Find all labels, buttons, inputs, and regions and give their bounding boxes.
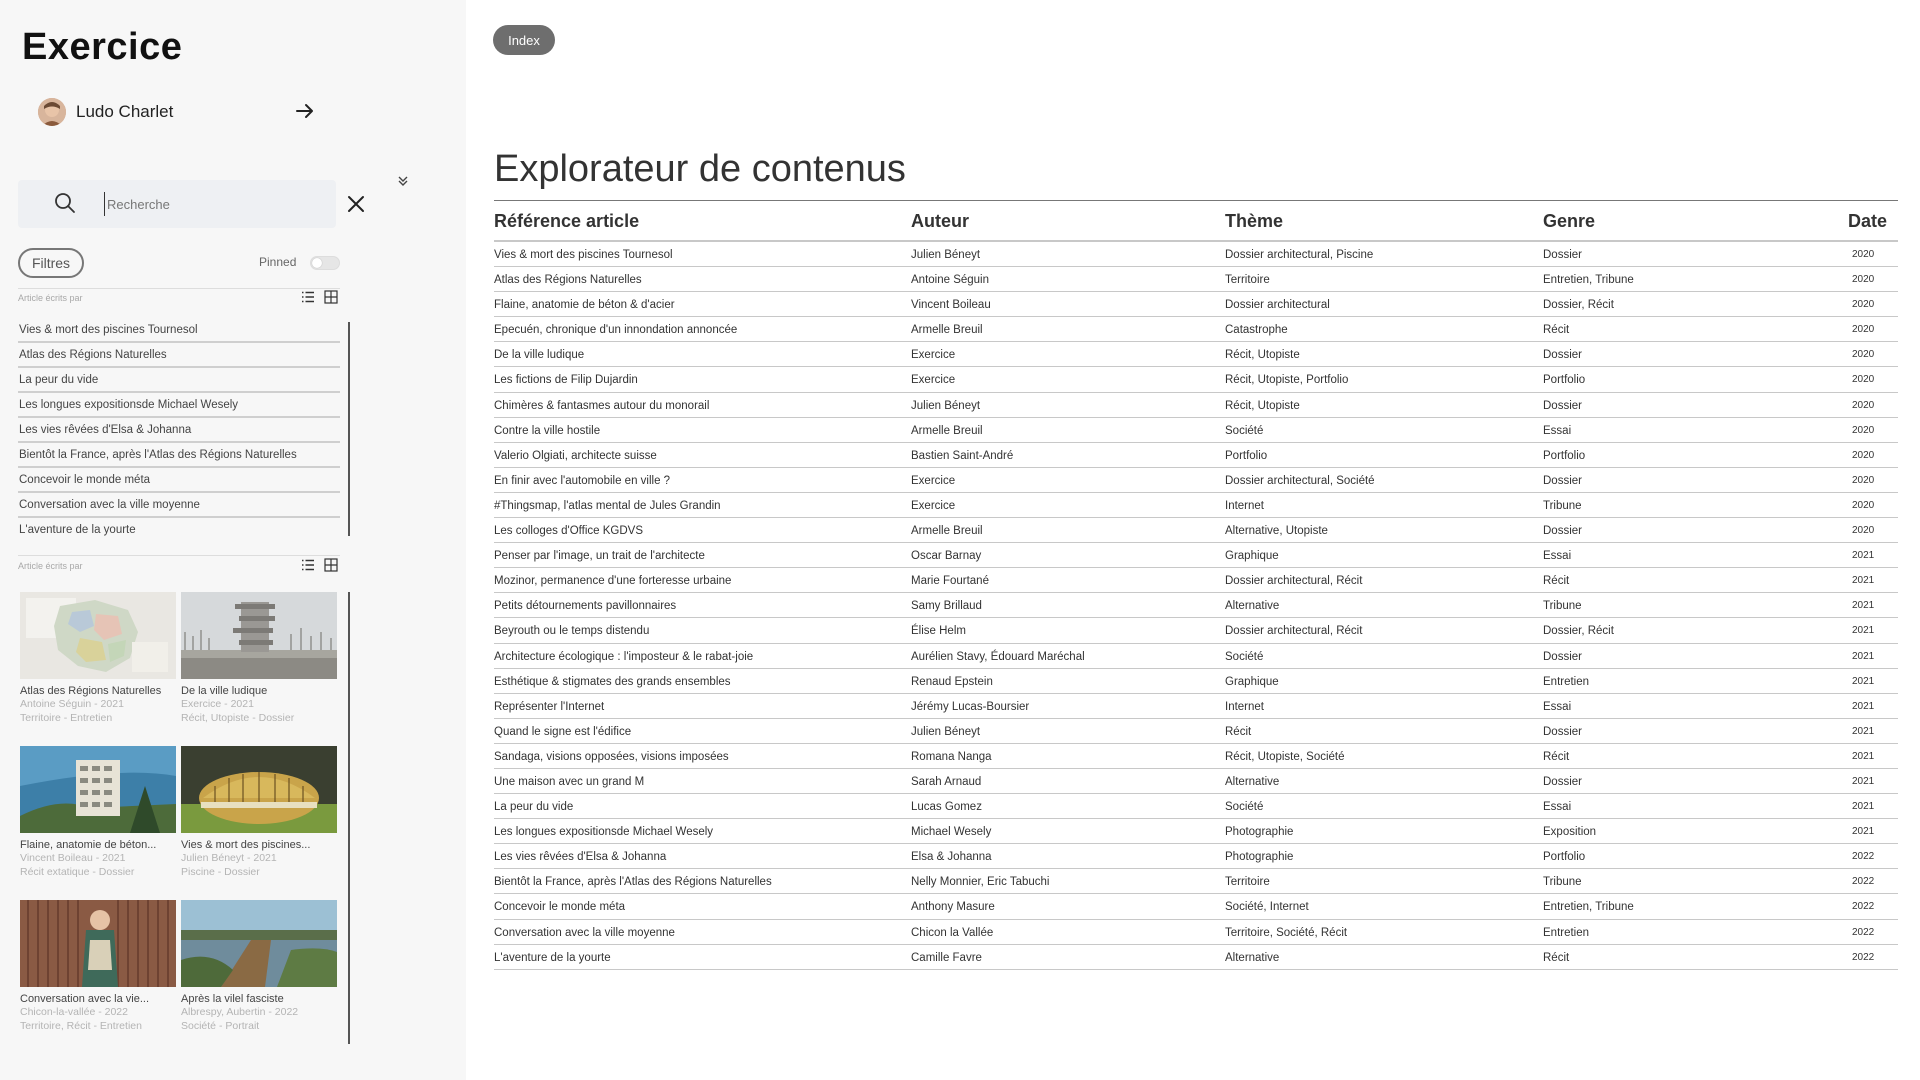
list-view-icon[interactable] [301,290,315,304]
cell-date: 2021 [1852,625,1875,637]
cell-reference[interactable]: Beyrouth ou le temps distendu [494,625,650,638]
cell-author: Exercice [911,349,956,362]
cell-date: 2020 [1852,374,1875,386]
cell-reference[interactable]: En finir avec l'automobile en ville ? [494,474,671,487]
cell-date: 2020 [1852,399,1875,411]
cell-author: Exercice [911,474,956,487]
cell-genre: Récit [1543,750,1570,763]
card-theme-genre: Territoire, Récit - Entretien [20,1020,142,1032]
cell-author: Exercice [911,374,956,387]
index-button[interactable]: Index [493,25,555,55]
divider [494,200,1898,201]
cell-date: 2020 [1852,299,1875,311]
table-row[interactable] [494,644,1898,669]
cell-genre: Dossier, Récit [1543,299,1614,312]
table-row[interactable] [494,669,1898,694]
cell-theme: Récit [1225,725,1252,738]
sidebar [0,0,466,1080]
cell-reference[interactable]: Les vies rêvées d'Elsa & Johanna [494,851,667,864]
article-card[interactable] [181,900,337,1033]
cell-date: 2020 [1852,349,1875,361]
cell-author: Samy Brillaud [911,600,982,613]
grid-view-icon[interactable] [324,558,338,572]
cell-reference[interactable]: Les colloges d'Office KGDVS [494,525,644,538]
cell-author: Armelle Breuil [911,525,983,538]
cell-theme: Récit, Utopiste [1225,399,1300,412]
cell-theme: Alternative, Utopiste [1225,525,1328,538]
cell-theme: Dossier architectural, Récit [1225,575,1363,588]
cell-theme: Société, Internet [1225,901,1309,914]
table-row[interactable] [494,317,1898,342]
card-title: Vies & mort des piscines... [181,839,311,851]
cell-date: 2022 [1852,901,1875,913]
cell-reference[interactable]: Une maison avec un grand M [494,775,645,788]
cell-reference[interactable]: Atlas des Régions Naturelles [494,274,642,287]
card-title: Atlas des Régions Naturelles [20,685,162,697]
cards-scrollbar[interactable] [348,592,350,1044]
list-item[interactable]: Bientôt la France, après l'Atlas des Régions Naturelles [18,443,340,468]
cell-theme: Société [1225,650,1264,663]
cell-theme: Dossier architectural, Récit [1225,625,1363,638]
list-item[interactable]: L'aventure de la yourte [19,524,136,536]
cell-theme: Société [1225,424,1264,437]
cell-theme: Récit, Utopiste [1225,349,1300,362]
table-row[interactable] [494,393,1898,418]
article-card[interactable] [20,900,176,1033]
cell-genre: Dossier [1543,474,1582,487]
cell-genre: Portfolio [1543,374,1586,387]
cell-theme: Récit, Utopiste, Portfolio [1225,374,1349,387]
cell-genre: Essai [1543,801,1572,814]
section-label: Article écrits par [18,561,83,571]
table-row[interactable] [494,894,1898,919]
list-scrollbar[interactable] [348,322,350,536]
cell-author: Antoine Séguin [911,274,990,287]
toggle-knob [312,258,322,268]
cell-genre: Portfolio [1543,851,1586,864]
cell-genre: Entretien [1543,926,1590,939]
table-row[interactable] [494,694,1898,719]
cell-reference[interactable]: La peur du vide [494,801,574,814]
cell-genre: Dossier [1543,525,1582,538]
list-item[interactable]: Conversation avec la ville moyenne [18,493,340,518]
cell-date: 2020 [1852,499,1875,511]
table-row[interactable] [494,267,1898,292]
cell-genre: Tribune [1543,600,1582,613]
grid-section-header [18,561,340,575]
cell-theme: Graphique [1225,550,1279,563]
card-theme-genre: Récit, Utopiste - Dossier [181,712,295,724]
cell-author: Sarah Arnaud [911,775,982,788]
cell-theme: Territoire [1225,274,1270,287]
cell-theme: Internet [1225,700,1264,713]
list-item[interactable]: Atlas des Régions Naturelles [18,343,340,368]
page-title: Explorateur de contenus [494,148,906,190]
card-title: De la ville ludique [181,685,268,697]
cell-author: Camille Favre [911,951,982,964]
table-row[interactable] [494,342,1898,367]
cell-reference[interactable]: Représenter l'Internet [494,700,605,713]
search-icon [54,192,76,214]
cell-author: Elsa & Johanna [911,851,992,864]
cell-reference[interactable]: Petits détournements pavillonnaires [494,600,677,613]
cell-genre: Dossier [1543,249,1582,261]
cell-date: 2021 [1852,750,1875,762]
cell-theme: Récit, Utopiste, Société [1225,750,1345,763]
cell-genre: Dossier [1543,725,1582,738]
cell-reference[interactable]: Vies & mort des piscines Tournesol [494,249,673,261]
cell-theme: Territoire [1225,876,1270,889]
section-label: Article écrits par [18,293,83,303]
cell-genre: Dossier [1543,650,1582,663]
column-header-genre[interactable]: Genre [1543,211,1596,231]
cell-date: 2021 [1852,775,1875,787]
cell-date: 2020 [1852,249,1875,260]
cell-author: Anthony Masure [911,901,995,914]
cell-theme: Dossier architectural, Société [1225,474,1375,487]
cell-reference[interactable]: Mozinor, permanence d'une forteresse urbaine [494,575,732,588]
list-item[interactable]: La peur du vide [18,368,340,393]
cell-reference[interactable]: Epecuén, chronique d'un innondation annoncée [494,324,738,337]
cell-reference[interactable]: Quand le signe est l'édifice [494,725,632,738]
cell-genre: Tribune [1543,499,1582,512]
list-view-icon[interactable] [301,558,315,572]
cell-author: Julien Béneyt [911,725,981,738]
cell-theme: Dossier architectural [1225,299,1330,312]
table-row[interactable] [494,593,1898,618]
cell-genre: Dossier [1543,399,1582,412]
list-item[interactable]: Vies & mort des piscines Tournesol [18,318,340,343]
table-row[interactable] [494,292,1898,317]
landscape-thumbnail [181,900,337,987]
cell-theme: Territoire, Société, Récit [1225,926,1348,939]
cell-date: 2021 [1852,675,1875,687]
table-row[interactable] [494,418,1898,443]
cell-genre: Essai [1543,550,1572,563]
column-header-author[interactable]: Auteur [911,211,969,231]
cell-genre: Dossier [1543,775,1582,788]
table-row[interactable] [494,945,1898,970]
card-title: Flaine, anatomie de béton... [20,839,157,851]
card-author-year: Vincent Boileau - 2021 [20,852,126,864]
cell-theme: Portfolio [1225,449,1268,462]
cell-theme: Internet [1225,499,1264,512]
cell-theme: Photographie [1225,826,1294,839]
tower-thumbnail [181,592,337,679]
cell-genre: Tribune [1543,876,1582,889]
list-item[interactable]: Les vies rêvées d'Elsa & Johanna [18,418,340,443]
cell-author: Renaud Epstein [911,675,993,688]
cell-reference[interactable]: Concevoir le monde méta [494,901,626,914]
cell-date: 2021 [1852,550,1875,562]
cell-genre: Entretien [1543,675,1590,688]
table-row[interactable] [494,869,1898,894]
table-row[interactable] [494,242,1898,267]
cell-date: 2022 [1852,926,1875,938]
cell-date: 2021 [1852,826,1875,838]
cell-genre: Récit [1543,324,1570,337]
column-header-date[interactable]: Date [1848,211,1888,231]
cell-author: Chicon la Vallée [911,926,994,939]
cell-reference[interactable]: Sandaga, visions opposées, visions imposées [494,750,729,763]
table-row[interactable] [494,819,1898,844]
table-row[interactable] [494,920,1898,945]
cell-author: Armelle Breuil [911,424,983,437]
avatar [38,98,66,126]
card-theme-genre: Piscine - Dossier [181,866,260,878]
column-header-theme[interactable]: Thème [1225,211,1284,231]
cell-genre: Récit [1543,951,1570,964]
cell-date: 2020 [1852,525,1875,537]
cell-reference[interactable]: Chimères & fantasmes autour du monorail [494,399,710,412]
cell-theme: Photographie [1225,851,1294,864]
cell-author: Exercice [911,499,956,512]
card-title: Conversation avec la vie... [20,993,150,1005]
map-thumbnail [20,592,176,679]
cell-date: 2020 [1852,474,1875,486]
cell-genre: Essai [1543,700,1572,713]
cell-genre: Entretien, Tribune [1543,274,1634,287]
portrait-thumbnail [20,900,176,987]
cell-reference[interactable]: Architecture écologique : l'imposteur & le rabat-joie [494,650,754,663]
article-card[interactable] [181,746,337,879]
pinned-label: Pinned [259,255,297,269]
table-row[interactable] [494,367,1898,392]
article-card[interactable] [20,746,176,879]
table-row[interactable] [494,493,1898,518]
cell-genre: Dossier, Récit [1543,625,1614,638]
cell-theme: Alternative [1225,600,1280,613]
cell-date: 2021 [1852,575,1875,587]
table-row[interactable] [494,618,1898,643]
divider [18,288,340,289]
app-title: Exercice [22,26,183,68]
cell-date: 2021 [1852,650,1875,662]
cell-author: Jérémy Lucas-Boursier [911,700,1030,713]
cell-author: Marie Fourtané [911,575,989,588]
collapse-chevron-icon[interactable] [397,174,409,188]
cell-theme: Société [1225,801,1264,814]
search-input[interactable] [104,192,324,216]
cell-date: 2022 [1852,876,1875,888]
cell-theme: Graphique [1225,675,1279,688]
table-row[interactable] [494,844,1898,869]
card-author-year: Chicon-la-vallée - 2022 [20,1006,128,1018]
cell-author: Oscar Barnay [911,550,982,563]
cell-author: Lucas Gomez [911,801,982,814]
table-row[interactable] [494,518,1898,543]
content-table [494,202,1898,970]
cell-author: Élise Helm [911,625,966,638]
cell-reference[interactable]: Flaine, anatomie de béton & d'acier [494,299,675,312]
column-header-reference[interactable]: Référence article [494,211,640,231]
table-row[interactable] [494,468,1898,493]
building-thumbnail [20,746,176,833]
cell-reference[interactable]: L'aventure de la yourte [494,951,611,964]
cell-reference[interactable]: Bientôt la France, après l'Atlas des Régions Naturelles [494,876,772,889]
article-list [18,318,340,543]
cell-reference[interactable]: De la ville ludique [494,349,585,362]
cell-date: 2020 [1852,324,1875,336]
cell-genre: Dossier [1543,349,1582,362]
cell-author: Romana Nanga [911,750,992,763]
arrow-right-icon[interactable] [294,100,316,122]
dome-thumbnail [181,746,337,833]
cell-date: 2020 [1852,449,1875,461]
card-theme-genre: Récit extatique - Dossier [20,866,135,878]
card-author-year: Albrespy, Aubertin - 2022 [181,1006,299,1018]
cell-theme: Dossier architectural, Piscine [1225,249,1374,261]
cell-author: Julien Béneyt [911,249,981,261]
cell-author: Michael Wesely [911,826,992,839]
cell-reference[interactable]: Les longues expositionsde Michael Wesely [494,826,714,839]
cell-genre: Récit [1543,575,1570,588]
card-theme-genre: Société - Portrait [181,1020,260,1032]
cell-genre: Entretien, Tribune [1543,901,1634,914]
cell-date: 2020 [1852,274,1875,286]
cell-reference[interactable]: Penser par l'image, un trait de l'architecte [494,550,705,563]
cell-author: Nelly Monnier, Eric Tabuchi [911,876,1050,889]
user-name: Ludo Charlet [76,102,174,121]
table-row[interactable] [494,568,1898,593]
cell-date: 2022 [1852,951,1875,963]
card-theme-genre: Territoire - Entretien [20,712,113,724]
cell-date: 2021 [1852,600,1875,612]
cell-reference[interactable]: Les fictions de Filip Dujardin [494,374,638,387]
table-row[interactable] [494,719,1898,744]
cell-reference[interactable]: #Thingsmap, l'atlas mental de Jules Grandin [494,499,721,512]
cell-date: 2020 [1852,424,1875,436]
filters-button[interactable]: Filtres [18,248,84,278]
list-section-header [18,293,340,307]
table-row[interactable] [494,543,1898,568]
cell-genre: Essai [1543,424,1572,437]
table-row[interactable] [494,443,1898,468]
cell-author: Vincent Boileau [911,299,991,312]
card-author-year: Antoine Séguin - 2021 [20,698,124,710]
cell-date: 2021 [1852,725,1875,737]
card-author-year: Exercice - 2021 [181,698,254,710]
cell-author: Aurélien Stavy, Édouard Maréchal [911,650,1085,663]
divider [18,555,340,556]
cell-author: Julien Béneyt [911,399,981,412]
cell-reference[interactable]: Contre la ville hostile [494,424,601,437]
list-item[interactable]: Les longues expositionsde Michael Wesely [18,393,340,418]
table-body [494,242,1898,970]
close-icon[interactable] [346,194,366,214]
cell-reference[interactable]: Esthétique & stigmates des grands ensembles [494,675,731,688]
table-header [494,202,1898,242]
article-card[interactable] [20,592,176,725]
card-title: Après la vilel fasciste [181,993,284,1005]
cell-genre: Portfolio [1543,449,1586,462]
list-item[interactable]: Concevoir le monde méta [18,468,340,493]
user-profile[interactable] [38,98,173,126]
cell-date: 2021 [1852,801,1875,813]
cell-genre: Exposition [1543,826,1597,839]
table-row[interactable] [494,744,1898,769]
cell-theme: Alternative [1225,951,1280,964]
cell-theme: Catastrophe [1225,324,1288,337]
table-row[interactable] [494,794,1898,819]
cell-date: 2021 [1852,700,1875,712]
article-card[interactable] [181,592,337,725]
cell-theme: Alternative [1225,775,1280,788]
cell-author: Armelle Breuil [911,324,983,337]
pinned-toggle[interactable] [310,256,340,270]
cell-reference[interactable]: Valerio Olgiati, architecte suisse [494,449,657,462]
card-author-year: Julien Béneyt - 2021 [181,852,277,864]
table-row[interactable] [494,769,1898,794]
grid-view-icon[interactable] [324,290,338,304]
cell-date: 2022 [1852,851,1875,863]
cell-author: Bastien Saint-André [911,449,1014,462]
search-box [18,180,336,228]
cell-reference[interactable]: Conversation avec la ville moyenne [494,926,675,939]
